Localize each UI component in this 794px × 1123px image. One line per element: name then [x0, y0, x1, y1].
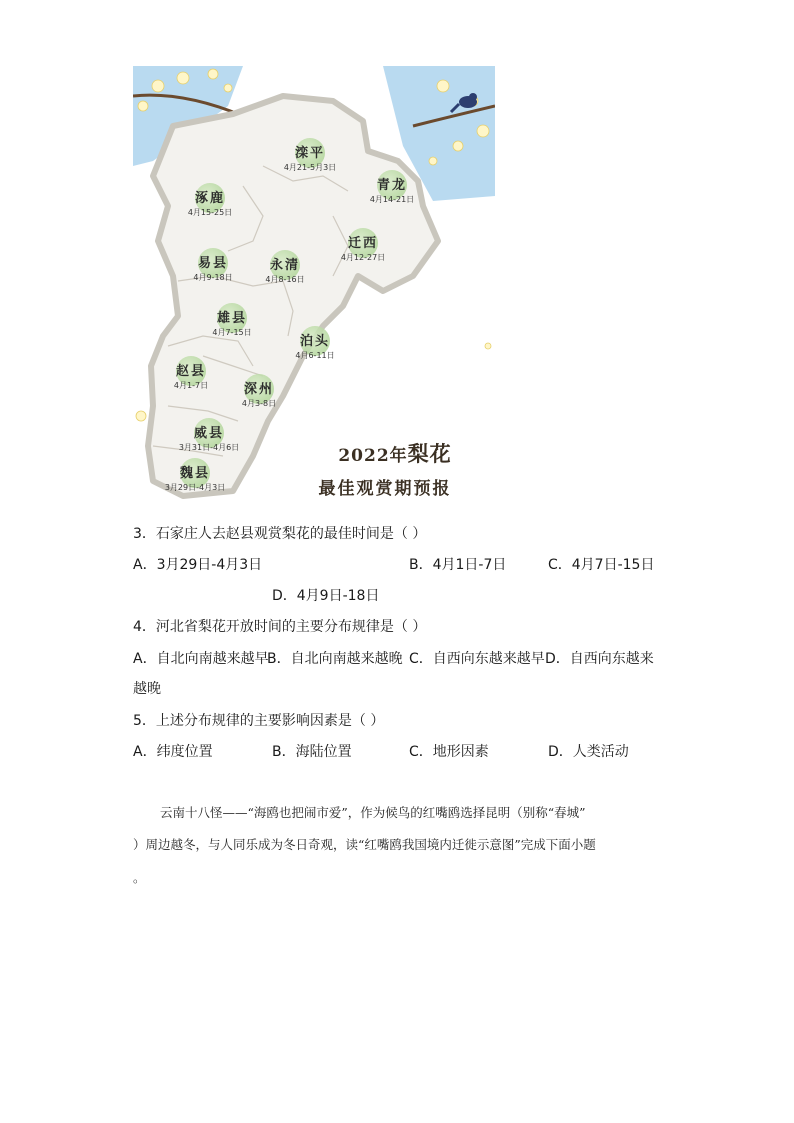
map-title [305, 438, 485, 468]
question-5-option-c: C．地形因素 [409, 744, 489, 760]
passage-line-1: 云南十八怪——“海鸥也把闹市爱”，作为候鸟的红嘴鸥选择昆明（别称“春城” [160, 805, 586, 820]
question-3-option-d: D．4月9日-18日 [272, 588, 380, 604]
region-name: 魏县 [179, 466, 210, 481]
map-title-prefix: 2022年 [338, 446, 408, 466]
region-date: 4月7-15日 [212, 328, 252, 337]
region-date: 4月21-5月3日 [283, 163, 337, 172]
region-name: 易县 [197, 256, 228, 271]
passage-line-2: ）周边越冬，与人同乐成为冬日奇观，读“红嘴鸥我国境内迁徙示意图”完成下面小题 [133, 837, 596, 852]
region-date: 4月3-8日 [241, 399, 277, 408]
map-subtitle: 最佳观赏期预报 [318, 479, 452, 499]
question-3-stem: 3．石家庄人去赵县观赏梨花的最佳时间是（ ） [133, 526, 427, 542]
question-4-option-d: D．自西向东越来 [545, 651, 654, 667]
region-date: 4月1-7日 [173, 381, 209, 390]
question-5-stem: 5．上述分布规律的主要影响因素是（ ） [133, 713, 385, 729]
region-weixian-wei [155, 466, 235, 493]
region-name: 威县 [193, 426, 224, 441]
region-date: 4月12-27日 [340, 253, 386, 262]
region-date: 3月29日-4月3日 [164, 483, 226, 492]
question-3-option-b: B．4月1日-7日 [409, 557, 507, 573]
region-name: 深州 [243, 382, 274, 397]
question-5-option-a: A．纬度位置 [133, 744, 213, 760]
question-3-option-c: C．4月7日-15日 [548, 557, 655, 573]
region-zhuolu [170, 191, 250, 218]
question-5-option-b: B．海陆位置 [272, 744, 352, 760]
region-luanping [270, 146, 350, 173]
region-date: 3月31日-4月6日 [178, 443, 240, 452]
region-name: 滦平 [294, 146, 325, 161]
region-name: 雄县 [216, 311, 247, 326]
region-qianxi [323, 236, 403, 263]
region-name: 青龙 [376, 178, 407, 193]
region-name: 涿鹿 [194, 191, 225, 206]
region-date: 4月8-16日 [265, 275, 305, 284]
question-4-option-a: A．自北向南越来越早 [133, 651, 269, 667]
question-4-option-d-wrap: 越晚 [133, 681, 161, 697]
region-date: 4月15-25日 [187, 208, 233, 217]
region-name: 永清 [269, 258, 300, 273]
region-date: 4月9-18日 [193, 273, 233, 282]
question-4-stem: 4．河北省梨花开放时间的主要分布规律是（ ） [133, 619, 427, 635]
region-shenzhou [219, 382, 299, 409]
region-date: 4月6-11日 [295, 351, 335, 360]
question-5-option-d: D．人类活动 [548, 744, 629, 760]
region-botou [275, 334, 355, 361]
region-yixian [173, 256, 253, 283]
question-3-option-a: A．3月29日-4月3日 [133, 557, 263, 573]
region-name: 赵县 [175, 364, 206, 379]
question-4-option-b: B．自北向南越来越晚 [267, 651, 403, 667]
passage-line-3: 。 [133, 870, 146, 885]
region-name: 泊头 [299, 334, 330, 349]
question-4-option-c: C．自西向东越来越早 [409, 651, 545, 667]
region-weixian [169, 426, 249, 453]
region-qinglong [352, 178, 432, 205]
map-title-accent: 梨花 [407, 441, 452, 466]
pear-blossom-forecast-map [133, 66, 495, 508]
region-yongqing [245, 258, 325, 285]
region-name: 迁西 [347, 236, 378, 251]
region-date: 4月14-21日 [369, 195, 415, 204]
region-xiongxian [192, 311, 272, 338]
